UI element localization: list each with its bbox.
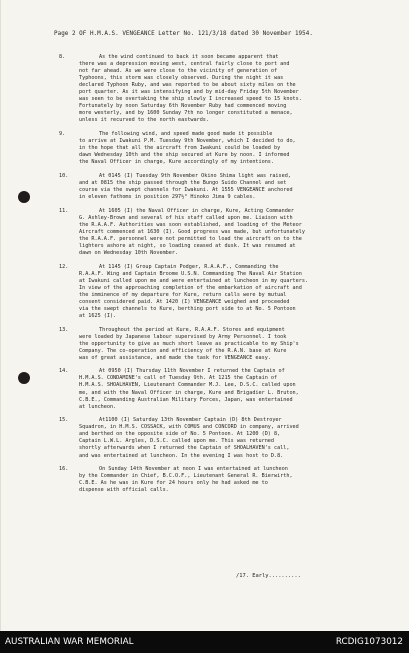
paragraph-text bbox=[79, 327, 395, 362]
text-line: the opportunity to give as much short leave as practicable to my Ship's bbox=[79, 340, 299, 347]
text-line: to arrive at Iwakuni P.M. Tuesday 9th November, which I decided to do, bbox=[79, 138, 296, 145]
paragraph bbox=[59, 173, 395, 201]
paragraph-text bbox=[79, 417, 395, 459]
paragraph-text bbox=[79, 131, 395, 166]
text-line: declared Typhoon Ruby, and was reported to be about sixty miles on the bbox=[79, 82, 296, 89]
text-line: In view of the approaching completion of the embarkation of aircraft and bbox=[79, 284, 302, 291]
text-line: at luncheon. bbox=[79, 403, 117, 410]
text-line: via the swept channels to Kure, berthing port side to at No. 5 Pontoon bbox=[79, 305, 296, 312]
paragraph-number: 10. bbox=[59, 172, 69, 179]
text-line: there was a depression moving west, central fairly close to port and bbox=[79, 61, 290, 68]
paragraph-number: 14. bbox=[59, 368, 69, 375]
paragraph-text bbox=[79, 173, 395, 201]
paragraph-text bbox=[79, 208, 395, 257]
text-line: and at 0815 the ship passed through the Bungo Suido Channel and set bbox=[79, 179, 287, 186]
text-line: Aircraft commenced at 1630 (I). Good progress was made, but unfortunately bbox=[79, 228, 305, 235]
text-line: At 1145 (I) Group Captain Podger, R.A.A.F., Commanding the bbox=[99, 263, 279, 270]
text-line: the Naval Officer in charge, Kure accordingly of my intentions. bbox=[79, 159, 274, 166]
text-line: At1100 (I) Saturday 13th November Captain (D) 8th Destroyer bbox=[99, 417, 282, 424]
text-line: Throughout the period at Kure, R.A.A.F. Stores and equipment bbox=[99, 326, 285, 333]
text-line: and berthed on the opposite side of No. 5 Pontoon. At 1200 (D) 8, bbox=[79, 431, 281, 438]
continuation-footer: /17. Early.......... bbox=[236, 573, 301, 579]
paragraph bbox=[59, 54, 395, 124]
text-line: the R.A.A.F. personnel were not permitted to load the aircraft on to the bbox=[79, 235, 302, 242]
text-line: C.B.E., Commanding Australian Military Forces, Japan, was entertained bbox=[79, 396, 293, 403]
text-line: course via the swept channels for Iwakuni. At 1555 VENGEANCE anchored bbox=[79, 186, 293, 193]
paragraph bbox=[59, 131, 395, 166]
text-line: H.M.A.S. CONDAMINE's call of Tuesday 9th. At 1215 the Captain of bbox=[79, 375, 278, 382]
text-line: the R.A.A.F. Authorities was soon established, and loading of the Meteor bbox=[79, 221, 302, 228]
text-line: port quarter. As it was intensifying and by mid-day Friday 5th November bbox=[79, 89, 299, 96]
text-line: dawn Wednesday 10th and the ship secured at Kure by noon. I informed bbox=[79, 152, 290, 159]
text-line: lighters ashore at night, so loading ceased at dusk. It was resumed at bbox=[79, 242, 296, 249]
text-line: in the hope that all the aircraft from Iwakuni could be loaded by bbox=[79, 145, 281, 152]
text-line: C.B.E. As he was in Kure for 24 hours only he had asked me to bbox=[79, 480, 268, 487]
text-line: dispense with official calls. bbox=[79, 487, 169, 494]
text-line: and was entertained at luncheon. In the evening I was host to D.8. bbox=[79, 452, 284, 459]
paragraph-text bbox=[79, 368, 395, 410]
paragraph-number: 8. bbox=[59, 54, 66, 60]
text-line: unless it recurved to the north eastwards. bbox=[79, 117, 209, 124]
archive-name: AUSTRALIAN WAR MEMORIAL bbox=[5, 637, 134, 647]
text-line: consent considered paid. At 1420 (I) VENGEANCE weighed and proceeded bbox=[79, 298, 290, 305]
paragraph-number: 13. bbox=[59, 326, 69, 333]
text-line: by the Commander in Chief, B.C.O.F., Lieutenant General R. Bierwirth, bbox=[79, 473, 293, 480]
paragraph bbox=[59, 417, 395, 459]
text-line: were loaded by Japanese labour supervised by Army Personnel. I took bbox=[79, 333, 287, 340]
text-line: On Sunday 14th November at noon I was entertained at luncheon bbox=[99, 466, 288, 473]
text-line: dawn on Wednesday 10th November. bbox=[79, 249, 179, 256]
page-header: Page 2 OF H.M.A.S. VENGEANCE Letter No. 121/3/18 dated 30 November 1954. bbox=[54, 31, 313, 37]
paragraph bbox=[59, 466, 395, 494]
text-line: H.M.A.S. SHOALHAVEN, Lieutenant Commander M.J. Lee, D.S.C. called upon bbox=[79, 382, 296, 389]
text-line: At 0950 (I) Thursday 11th November I returned the Captain of bbox=[99, 368, 285, 375]
text-line: Typhoons, this storm was closely observed. During the night it was bbox=[79, 75, 284, 82]
text-line: the imminence of my departure for Kure, return calls were by mutual bbox=[79, 291, 287, 298]
punch-hole-top bbox=[18, 191, 30, 203]
paragraph bbox=[59, 327, 395, 362]
paragraph-number: 11. bbox=[59, 207, 69, 214]
text-line: in eleven fathoms in position 297½° Hinoko Jima 9 cables. bbox=[79, 194, 256, 201]
text-line: The following wind, and speed made good made it possible bbox=[99, 131, 273, 138]
archive-reference: RCDIG1073012 bbox=[335, 637, 403, 647]
text-line: was seen to be overtaking the ship slowly I increased speed to 15 knots. bbox=[79, 96, 302, 103]
text-line: more westerly, and by 1600 Sunday 7th no longer constituted a menace, bbox=[79, 110, 293, 117]
text-line: at 1625 (I). bbox=[79, 312, 117, 319]
archive-strip bbox=[0, 631, 409, 653]
punch-hole-bottom bbox=[18, 372, 30, 384]
paragraph-text bbox=[79, 54, 395, 124]
paragraph-text bbox=[79, 264, 395, 320]
paragraph-number: 15. bbox=[59, 417, 69, 424]
text-line: Squadron, in H.M.S. COSSACK, with COMUS and CONCORD in company, arrived bbox=[79, 424, 299, 431]
text-line: Company. The co-operation and efficiency of the R.A.N. base at Kure bbox=[79, 347, 287, 354]
text-line: G. Ashley-Brown and several of his staff called upon me. Liaison with bbox=[79, 214, 293, 221]
text-line: Captain L.W.L. Argles, D.S.C. called upon me. This was returned bbox=[79, 438, 274, 445]
paragraph bbox=[59, 264, 395, 320]
text-line: At 1605 (I) the Naval Officer in charge, Kure, Acting Commander bbox=[99, 207, 294, 214]
text-line: Fortunately by noon Saturday 6th November Ruby had commenced moving bbox=[79, 103, 287, 110]
text-line: R.A.A.F. Wing and Captain Broome U.S.N. Commanding The Naval Air Station bbox=[79, 270, 302, 277]
paragraph bbox=[59, 368, 395, 410]
text-line: At 0145 (I) Tuesday 9th November Okino Shima light was raised, bbox=[99, 172, 291, 179]
paragraph-number: 9. bbox=[59, 131, 66, 138]
text-line: me, and with the Naval Officer in charge, Kure and Brigadier L. Bruton, bbox=[79, 389, 299, 396]
paragraph-number: 12. bbox=[59, 263, 69, 270]
text-line: shortly afterwards when I returned the Captain of SHOALHAVEN's call, bbox=[79, 445, 290, 452]
text-line: As the wind continued to back it soon became apparent that bbox=[99, 54, 279, 60]
paragraph-number: 16. bbox=[59, 466, 69, 473]
text-line: not far ahead. As we were close to the vicinity of generation of bbox=[79, 68, 278, 75]
paragraph-list bbox=[59, 54, 395, 501]
text-line: at Iwakuni called upon me and were entertained at luncheon in my quarters. bbox=[79, 277, 309, 284]
text-line: was of great assistance, and made the task for VENGEANCE easy. bbox=[79, 354, 271, 361]
paragraph-text bbox=[79, 466, 395, 494]
paragraph bbox=[59, 208, 395, 257]
